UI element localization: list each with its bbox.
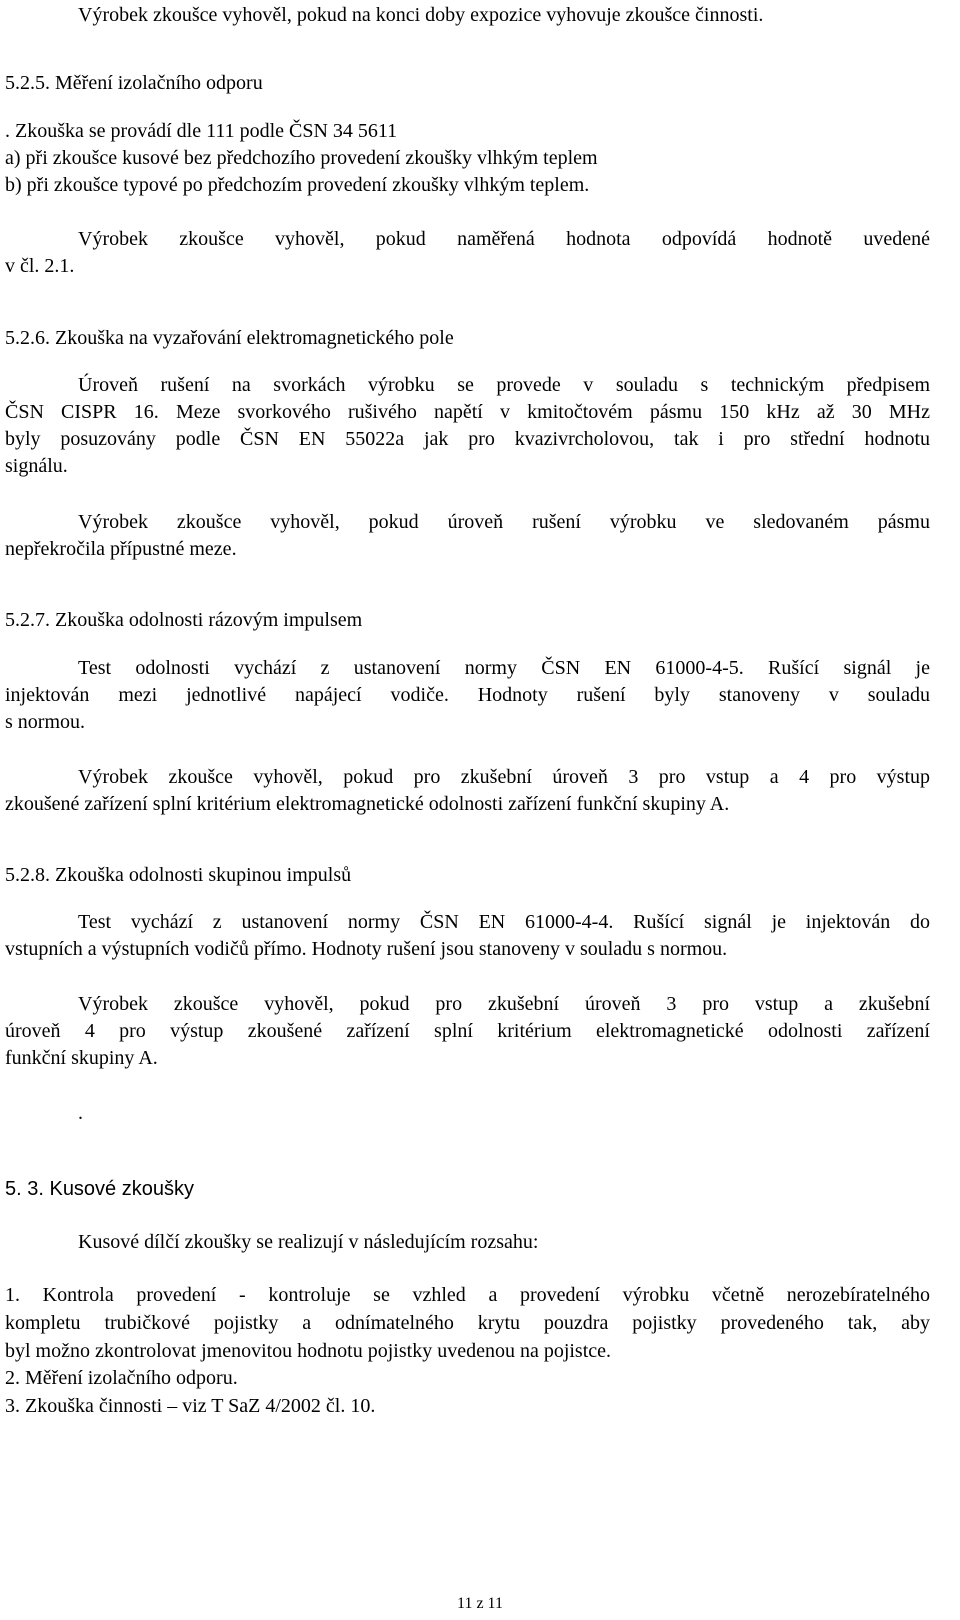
paragraph-line: Výrobek zkoušce vyhověl, pokud pro zkušební úroveň 3 pro vstup a 4 pro výstup bbox=[78, 766, 930, 788]
paragraph-line: byl možno zkontrolovat jmenovitou hodnotu pojistky uvedenou na pojistce. bbox=[5, 1340, 612, 1362]
section-heading-5-2-8: 5.2.8. Zkouška odolnosti skupinou impulsů bbox=[5, 864, 352, 886]
paragraph-line: ČSN CISPR 16. Meze svorkového rušivého napětí v kmitočtovém pásmu 150 kHz až 30 MHz bbox=[5, 401, 930, 423]
paragraph-line: . Zkouška se provádí dle 111 podle ČSN 34 5611 bbox=[5, 120, 398, 142]
section-heading-5-2-7: 5.2.7. Zkouška odolnosti rázovým impulsem bbox=[5, 609, 363, 631]
paragraph-line: Úroveň rušení na svorkách výrobku se provede v souladu s technickým předpisem bbox=[78, 374, 930, 396]
paragraph-line: nepřekročila přípustné meze. bbox=[5, 538, 237, 560]
paragraph-line: úroveň 4 pro výstup zkoušené zařízení splní kritérium elektromagnetické odolnosti zařízení bbox=[5, 1020, 930, 1042]
paragraph-line: byly posuzovány podle ČSN EN 55022a jak pro kvazivrcholovou, tak i pro střední hodnotu bbox=[5, 428, 930, 450]
paragraph-line: Výrobek zkoušce vyhověl, pokud naměřená hodnota odpovídá hodnotě uvedené bbox=[78, 228, 930, 250]
paragraph-line: signálu. bbox=[5, 455, 68, 477]
section-heading-5-3: 5. 3. Kusové zkoušky bbox=[5, 1178, 194, 1200]
paragraph-line: v čl. 2.1. bbox=[5, 255, 75, 277]
paragraph-dot: . bbox=[78, 1102, 83, 1124]
paragraph-line: Kusové dílčí zkoušky se realizují v následujícím rozsahu: bbox=[78, 1231, 539, 1253]
paragraph-line: zkoušené zařízení splní kritérium elektromagnetické odolnosti zařízení funkční skupiny A. bbox=[5, 793, 730, 815]
paragraph-line: Výrobek zkoušce vyhověl, pokud pro zkušební úroveň 3 pro vstup a zkušební bbox=[78, 993, 930, 1015]
paragraph-line: funkční skupiny A. bbox=[5, 1047, 158, 1069]
page-number: 11 z 11 bbox=[457, 1595, 503, 1612]
paragraph-line: s normou. bbox=[5, 711, 85, 733]
paragraph-line: Test odolnosti vychází z ustanovení normy ČSN EN 61000-4-5. Rušící signál je bbox=[78, 657, 930, 679]
paragraph-line: vstupních a výstupních vodičů přímo. Hodnoty rušení jsou stanoveny v souladu s normou. bbox=[5, 938, 728, 960]
list-item-3: 3. Zkouška činnosti – viz T SaZ 4/2002 čl. 10. bbox=[5, 1395, 376, 1417]
paragraph-line: Výrobek zkoušce vyhověl, pokud úroveň rušení výrobku ve sledovaném pásmu bbox=[78, 511, 930, 533]
paragraph-line: injektován mezi jednotlivé napájecí vodiče. Hodnoty rušení byly stanoveny v souladu bbox=[5, 684, 930, 706]
paragraph-line: Výrobek zkoušce vyhověl, pokud na konci doby expozice vyhovuje zkoušce činnosti. bbox=[78, 4, 764, 26]
list-item-a: a) při zkoušce kusové bez předchozího provedení zkoušky vlhkým teplem bbox=[5, 147, 598, 169]
paragraph-line: Test vychází z ustanovení normy ČSN EN 61000-4-4. Rušící signál je injektován do bbox=[78, 911, 930, 933]
list-item-2: 2. Měření izolačního odporu. bbox=[5, 1367, 238, 1389]
paragraph-line: kompletu trubičkové pojistky a odnímatelného krytu pouzdra pojistky provedeného tak, aby bbox=[5, 1312, 930, 1334]
list-item-b: b) při zkoušce typové po předchozím provedení zkoušky vlhkým teplem. bbox=[5, 174, 590, 196]
list-item-1: 1. Kontrola provedení - kontroluje se vzhled a provedení výrobku včetně nerozebíratelného bbox=[5, 1284, 930, 1306]
section-heading-5-2-6: 5.2.6. Zkouška na vyzařování elektromagnetického pole bbox=[5, 327, 454, 349]
section-heading-5-2-5: 5.2.5. Měření izolačního odporu bbox=[5, 72, 263, 94]
